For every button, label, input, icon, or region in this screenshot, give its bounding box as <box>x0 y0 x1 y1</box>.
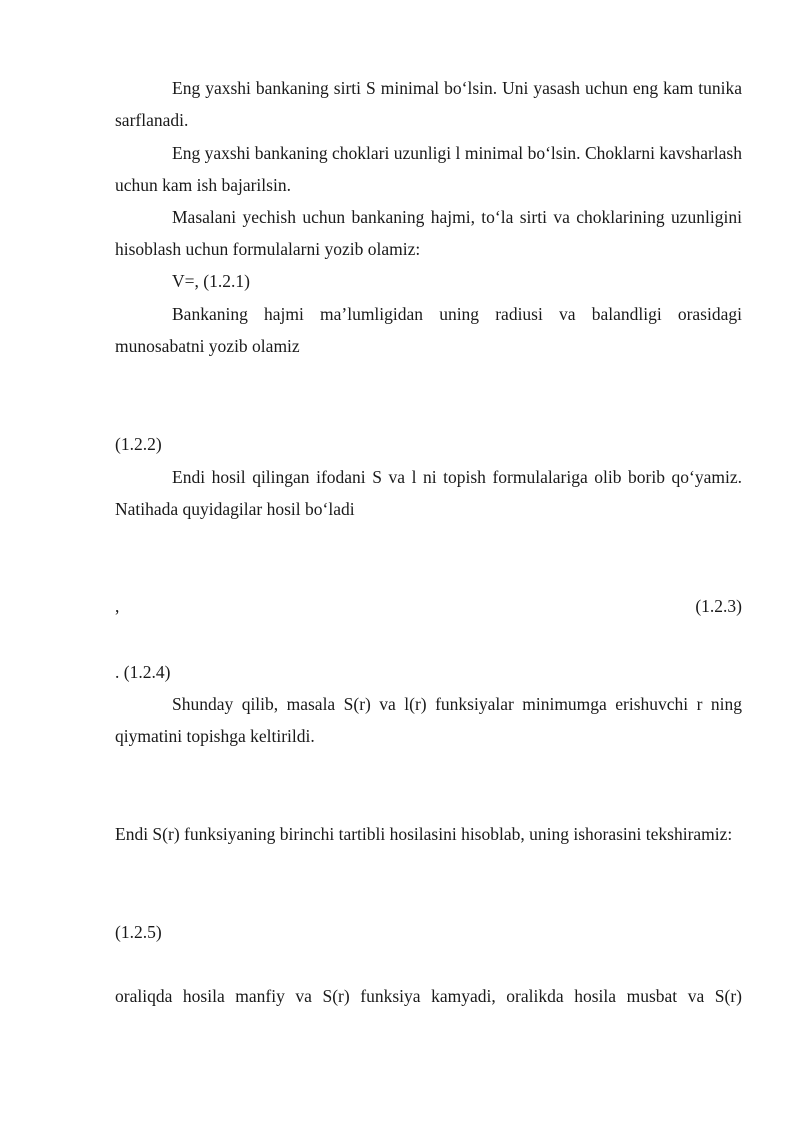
paragraph-derivative-sign: oraliqda hosila manfiy va S(r) funksiya kamyadi, oralikda hosila musbat va S(r) <box>115 986 742 1006</box>
equation-1-2-5: (1.2.5) <box>115 922 162 942</box>
paragraph-solving-formulas: Masalani yechish uchun bankaning hajmi, to‘la sirti va choklarining uzunligini hisoblash uchun formulalarni yozib olamiz: <box>115 207 742 259</box>
equation-1-2-3-left: , <box>115 596 120 616</box>
paragraph-derivative-check: Endi S(r) funksiyaning birinchi tartibli hosilasini hisoblab, uning ishorasini tekshiramiz: <box>115 824 733 844</box>
paragraph-best-can-surface: Eng yaxshi bankaning sirti S minimal bo‘lsin. Uni yasash uchun eng kam tunika sarflanadi. <box>115 78 742 130</box>
equation-1-2-3-row <box>115 590 742 622</box>
paragraph-substitution: Endi hosil qilingan ifodani S va l ni topish formulalariga olib borib qo‘yamiz. Natihada quyidagilar hosil bo‘ladi <box>115 467 742 519</box>
paragraph-volume-relation: Bankaning hajmi ma’lumligidan uning radiusi va balandligi orasidagi munosabatni yozib olamiz <box>115 304 742 356</box>
paragraph-minimum-reduction: Shunday qilib, masala S(r) va l(r) funksiyalar minimumga erishuvchi r ning qiymatini topishga keltirildi. <box>115 694 742 746</box>
equation-1-2-4: . (1.2.4) <box>115 662 171 682</box>
equation-1-2-2: (1.2.2) <box>115 434 162 454</box>
equation-1-2-3-number: (1.2.3) <box>695 596 742 616</box>
equation-1-2-1: V=, (1.2.1) <box>172 271 250 291</box>
paragraph-best-can-seams: Eng yaxshi bankaning choklari uzunligi l minimal bo‘lsin. Choklarni kavsharlash uchun kam ish bajarilsin. <box>115 143 742 195</box>
